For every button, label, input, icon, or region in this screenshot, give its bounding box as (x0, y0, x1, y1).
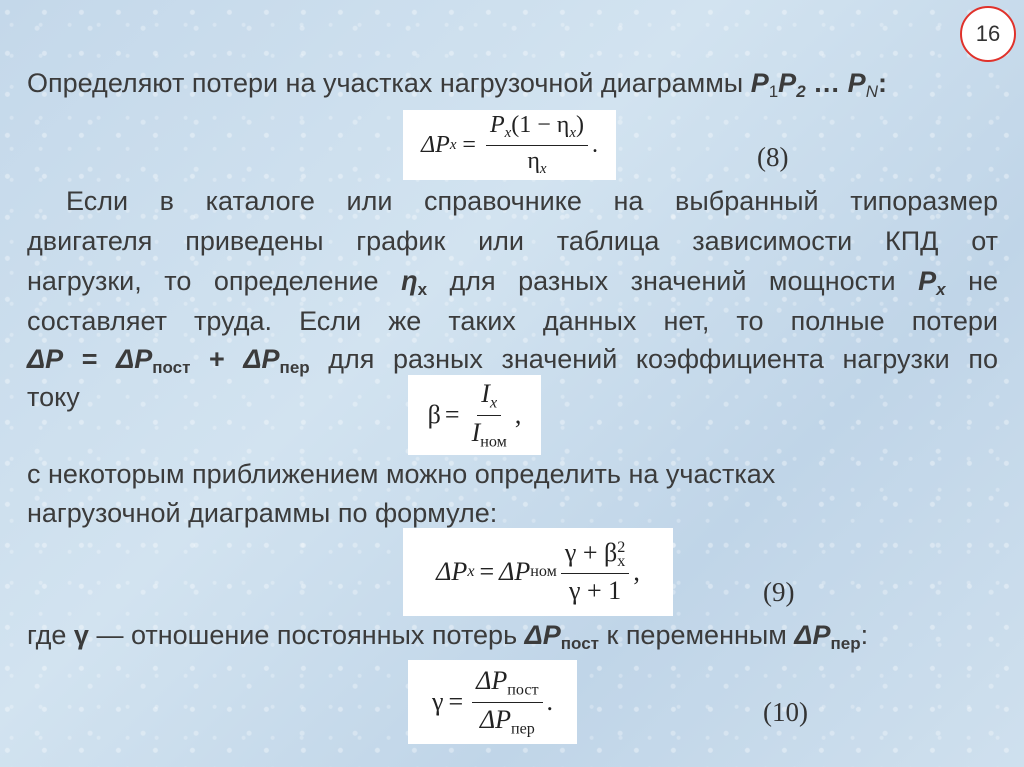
beta-den-sub: ном (480, 433, 507, 451)
eq9-denominator: γ + 1 (569, 576, 622, 606)
px-subscript: x (936, 280, 946, 299)
para1-line5-plus: + (190, 344, 244, 374)
para1-line5-rest: для разных значений коэффициента нагрузки по (309, 344, 998, 374)
p2-symbol: P (778, 68, 797, 98)
eq9-lhs: ΔP (436, 557, 468, 586)
eq10-numerator (472, 666, 542, 703)
para1-line3 (27, 265, 998, 306)
beta-tail: , (514, 400, 522, 429)
eq9-coef-sub: ном (530, 563, 557, 580)
para3-d: : (860, 620, 869, 650)
eq8-lhs: ΔP (421, 131, 450, 158)
eq9-num-a: γ + β (564, 537, 618, 567)
slide-number-badge (960, 6, 1016, 62)
eq8-lhs-sub: x (449, 136, 457, 153)
p1-subscript: 1 (768, 82, 779, 101)
eq9-num-sub: x (617, 553, 626, 571)
eq9-numerator (561, 538, 629, 575)
total-loss-symbol: ΔP (27, 344, 64, 374)
slide-number: 16 (975, 21, 1001, 46)
eq9-num-sup: 2 (617, 538, 626, 556)
eq8-den-eta: η (527, 147, 540, 174)
para1-line5-equals: = (63, 344, 117, 374)
beta-fraction (468, 379, 511, 451)
eq8-num-close: ) (575, 112, 584, 139)
formula-beta (408, 375, 541, 455)
beta-lhs: β (427, 400, 441, 429)
para1-line6: току (27, 382, 80, 412)
p2-subscript: 2 (796, 82, 806, 101)
eq10-num-sub: пост (507, 681, 539, 699)
pn-subscript: N (865, 82, 878, 101)
intro-line (27, 67, 887, 108)
gamma-symbol: γ (73, 620, 89, 650)
para3-var-loss: ΔP (794, 620, 831, 650)
para3-a: где (27, 620, 74, 650)
beta-numerator (477, 379, 501, 416)
beta-equals: = (444, 400, 460, 429)
eq9-equals: = (479, 557, 495, 586)
eq8-denominator (523, 146, 550, 178)
eta-symbol: η (401, 266, 418, 296)
equation-number-9: (9) (763, 577, 795, 607)
pn-symbol: P (847, 68, 866, 98)
equation-number-8: (8) (757, 142, 789, 172)
para3-const-loss-sub: пост (560, 634, 599, 653)
formula-9 (403, 528, 673, 616)
formula-10 (408, 660, 577, 744)
eq10-den-sub: пер (510, 720, 535, 738)
px-symbol: P (918, 266, 937, 296)
para1-line3-c: не (945, 266, 998, 296)
ellipsis: … (805, 68, 848, 98)
eq9-lhs-sub: x (467, 563, 475, 580)
eq9-tail: , (633, 557, 640, 586)
para3-line (27, 619, 868, 660)
const-loss-subscript: пост (152, 358, 191, 377)
eq8-tail: . (591, 131, 598, 158)
p1-symbol: P (750, 68, 769, 98)
eq10-fraction (472, 666, 542, 738)
eq9-coef: ΔP (499, 557, 531, 586)
para1-line3-a: нагрузки, то определение (27, 266, 402, 296)
para1-line3-b: для разных значений мощности (427, 266, 919, 296)
eq9-fraction (561, 538, 629, 607)
intro-text: Определяют потери на участках нагрузочной диаграммы (27, 68, 751, 98)
para3-c: к переменным (599, 620, 795, 650)
eq10-den-dp: ΔP (479, 704, 511, 734)
para2-line1: с некоторым приближением можно определить на участках (27, 459, 776, 489)
para2-line2: нагрузочной диаграммы по формуле: (27, 498, 498, 528)
para1-line2: двигателя приведены график или таблица зависимости КПД от (27, 226, 998, 256)
eq8-num-p: P (489, 112, 505, 139)
eq8-num-eta-sub: x (569, 125, 576, 142)
beta-denominator (468, 416, 511, 452)
var-loss-symbol: ΔP (243, 344, 280, 374)
para3-const-loss: ΔP (524, 620, 561, 650)
para3-b: — отношение постоянных потерь (88, 620, 525, 650)
eq8-den-sub: x (539, 160, 547, 177)
eq10-equals: = (448, 687, 464, 716)
eq8-num-rest: (1 − η (511, 112, 570, 139)
eq10-tail: . (546, 687, 554, 716)
eq8-equals: = (462, 131, 476, 158)
formula-8 (403, 110, 616, 180)
intro-colon: : (877, 68, 887, 98)
beta-den-i: I (471, 417, 481, 447)
para3-var-loss-sub: пер (830, 634, 861, 653)
eq10-denominator (476, 703, 539, 739)
var-loss-subscript: пер (279, 358, 310, 377)
para1-line1: Если в каталоге или справочнике на выбранный типоразмер (66, 186, 998, 216)
eq8-numerator (486, 112, 588, 145)
eq8-fraction (486, 112, 588, 177)
eq8-num-p-sub: x (504, 125, 512, 142)
para1-line4: составляет труда. Если же таких данных нет, то полные потери (27, 306, 998, 336)
eq10-lhs: γ (431, 687, 444, 716)
const-loss-symbol: ΔP (116, 344, 153, 374)
eta-subscript: x (417, 280, 428, 299)
beta-num-sub: x (489, 394, 498, 412)
beta-num-i: I (481, 378, 490, 408)
eq10-num-dp: ΔP (476, 665, 508, 695)
equation-number-10: (10) (763, 697, 808, 727)
